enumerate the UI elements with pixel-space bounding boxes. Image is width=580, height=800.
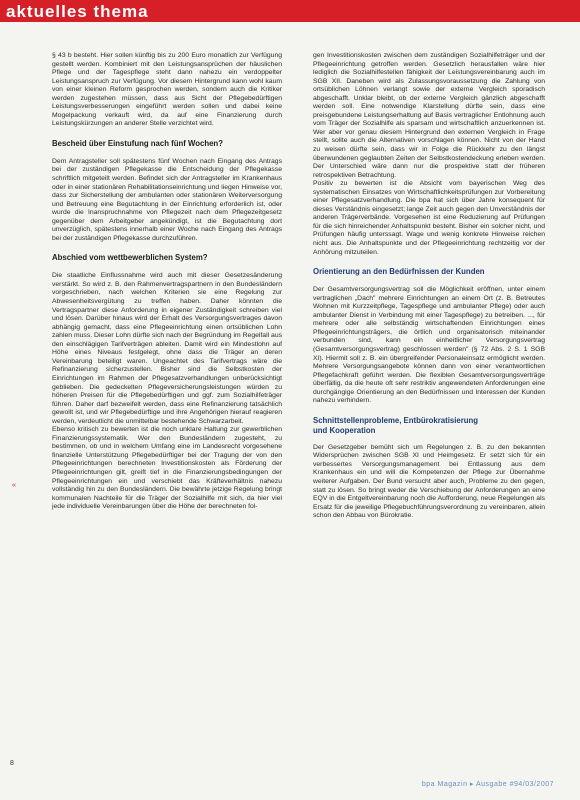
- right-paragraph-4: Der Gesetzgeber bemüht sich um Regelungen z. B. zu den bekannten Widersprüchen zwischen SGB XI und Heimgesetz. Er setzt sich für ein verbessertes Versorgungsmanagement bei Entlassung aus dem Krankenhaus ein und will die Kompetenzen der Pflege zur Übernahme weiterer Aufgaben. Der Bund versucht aber auch, Probleme zu den gegen, statt zu lösen. So bringt weder die Verschiebung der Anforderungen an eine EQV in die Entgeltvereinbarung noch die Aufforderung, neue Regelungen als Ersatz für die jeweilige Pflegebuchführungsverordnung zu vereinbaren, allein schon den Abbau von Bürokratie.: [313, 443, 545, 520]
- margin-mark: «: [12, 482, 16, 489]
- left-paragraph-2: Dem Antragsteller soll spätestens fünf Wochen nach Eingang des Antrags bei der zuständigen Pflegekasse die Entscheidung der Pflegekasse schriftlich mitgeteilt werden. Befindet sich der Antragsteller im Krankenhaus oder in einer stationären Rehabilitationseinrichtung und liegen Hinweise vor, dass zur Sicherstellung der ambulanten oder stationären Weiterversorgung und Betreuung eine Begutachtung in der Einrichtung erforderlich ist, oder wurde die Inanspruchnahme von Pflegezeit nach dem Pflegezeitgesetz gegenüber dem Arbeitgeber angekündigt, ist die Begutachtung dort unverzüglich, spätestens innerhalb einer Woche nach Eingang des Antrags bei der zuständigen Pflegekasse durchzuführen.: [52, 157, 282, 242]
- right-heading-2: [313, 416, 545, 436]
- left-heading-2: Abschied vom wettbewerblichen System?: [52, 253, 208, 263]
- left-paragraph-3: Die staatliche Einflussnahme wird auch mit dieser Gesetzesänderung verstärkt. So wird z. B. den Rahmenvertragspartnern in den Bundesländern vorgeschrieben, nach welchen Kriterien sie eine Regelung zur Abwesenheitsvergütung zu treffen haben. Daher könnten die Vertragspartner diese Anforderung in eigener Zuständigkeit schreiben viel und lösen. Darüber hinaus wird der Erhalt des Versorgungsvertrages davon abhängig gemacht, dass eine Pflegeeinrichtung einen ortsüblichen Lohn zahlen muss. Dieser Lohn dürfte sich nach der Begründung im Regelfall aus den einschlägigen Tarifverträgen ableiten. Damit wird ein Mindestlohn auf Höhe eines Niveaus festgelegt, ohne dass die Träger an deren Vereinbarung beteiligt waren. Ungeachtet des Tarifvertrags wäre die Refinanzierung sicherzustellen. Bisher sind die Selbstkosten der Einrichtungen im Rahmen der Pflegesatzverhandlungen unberücksichtigt geblieben. Die gedeckelten Pflegeversicherungsleistungen würden zu höheren Preisen für die Pflegebedürftigen und ggf. zum Sozialhilfeträger führen. Daher darf bezweifelt werden, dass eine Refinanzierung tatsächlich gewollt ist, und wir Pflegebedürftige und ihre Angehörigen hierauf reagieren werden, verdeutlicht die unmittelbar bestehende Schwarzarbeit.: [52, 272, 282, 425]
- right-paragraph-2: Positiv zu bewerten ist die Absicht vom bayerischen Weg des systematischen Einsatzes von Wirtschaftlichkeitsprüfungen zur Vorbereitung einer Pflegesatzverhandlung. Die bpa hat sich über Jahre konsequent für dieses Verständnis eingesetzt; lange Zeit auch gegen den Unverständnis der anderen Trägerverbände. Vorgesehen ist eine Reduzierung auf Prüfungen für die sich hinreichender Anhaltspunkt besteht. Bisher ein solcher nicht, und Prüfungen häufig unterssagt. Wage und wenig konkrete Hinweise reichen nicht aus. Die Anhaltspunkte und der Pflegeeinrichtung rechtzeitig vor der Anhörung mitzuteilen.: [313, 180, 545, 256]
- header-band: [0, 0, 580, 22]
- right-paragraph-3: Der Gesamtversorgungsvertrag soll die Möglichkeit eröffnen, unter einem vertraglichen „Dach" mehrere Einrichtungen an einem Ort (z. B. Betreutes Wohnen mit Kurzzeitpflege, Tagespflege und ambulanter Pflege) oder auch ambulanter Dienst in Verbindung mit einer Tagespflege) zu betreiben. ..., für mehrere oder alle selbständig wirtschaftenden Einrichtungen eines Pflegeeinrichtungsträgers, die örtlich und organisatorisch miteinander verbunden sind, kann ein einheitlicher Versorgungsvertrag (Gesamtversorgungsvertrag) geschlossen werden" (§ 72 Abs. 2 S. 1 SGB XI). Hiermit soll z. B. ein übergreifender Personaleinsatz ermöglicht werden. Mehrere Versorgungsangebote können dann von einer verantwortlichen Pflegefachkraft geführt werden. Die flexiblen Gesamtversorgungsverträge überfällig, da die heute oft sehr restriktiv angewendeten Anforderungen eine durchgängige Orientierung an den Bedürfnissen und Interessen der Kunden nahezu verhindern.: [313, 286, 545, 405]
- left-paragraph-1: § 43 b besteht. Hier sollen künftig bis zu 200 Euro monatlich zur Verfügung gestellt werden. Kombiniert mit den Leistungsansprüchen der häuslichen Pflege und der Tagespflege steht dann nahezu ein verdoppelter Leistungsanspruch zur Verfügung. Vor diesem Hintergrund kann wohl kaum von einer kleinen Reform gesprochen werden, sondern auch die Kritiker werden zugestehen müssen, dass aus Sicht der Pflegebedürftigen Leistungsverbesserungen eingeführt werden sollen und dabei keine Mogelpackung verkauft wird, da auf eine Finanzierung durch Leistungskürzungen an anderer Stelle verzichtet wird.: [52, 52, 282, 128]
- left-paragraph-4: Ebenso kritisch zu bewerten ist die noch unklare Haltung zur gewerblichen Finanzierungssystematik. Wer den Bundesländern zugesteht, zu bestimmen, ob und in welchem Umfang eine im Landesrecht vorgesehene finanzielle Unterstützung Pflegebedürftiger bei der Tragung der von den Pflegeeinrichtungen berechneten Investitionskosten als Förderung der Pflegeeinrichtungen gilt, greift tief in die Finanzierungsbedingungen der Pflegeeinrichtungen ein und verschiebt das Kräfteverhältnis nahezu vollständig hin zu den Bundesländern. Die bewährte jetzige Regelung bringt kommunalen Nachteile für die Träger der Sozialhilfe mit sich, da hier viel jede individuelle Vereinbarungen über die Höhe der berechneten fol-: [52, 426, 282, 511]
- right-heading-1: Orientierung an den Bedürfnissen der Kunden: [313, 267, 485, 277]
- page-number: 8: [10, 760, 14, 767]
- right-heading-2-line-2: und Kooperation: [313, 425, 376, 435]
- right-heading-2-line-1: Schnittstellenprobleme, Entbürokratisierung: [313, 415, 479, 425]
- section-title: aktuelles thema: [6, 2, 149, 21]
- right-paragraph-1: gen Investitionskosten zwischen dem zuständigen Sozialhilfeträger und der Pflegeeinrichtung getroffen werden. Gesetzlich herausfallen wäre hier lediglich die Sozialhilfestellen fähigkeit der Leistungsvereinbarung auch im SGB XII. Daneben wird als Zulassungsvoraussetzung die Zahlung von ortsüblichen Löhnen verlangt sowie der externe Vergleich sporadisch abgeschafft. Unklar bleibt, ob der externe Vergleich gänzlich abgeschafft werden soll. Eine notwendige Klarstellung dürfte sein, dass eine preisgebundene Leistungserhaltung auf Basis vertraglicher Entlohnung auch vom Träger der Sozialhilfe als sparsam und wirtschaftlich anzuerkennen ist. Wer aber vor genau diesem Hintergrund den externen Vergleich in Frage stellt, sollte auch die Alternativen vorschlagen können. Nicht von der Hand zu weisen dürfte sein, dass wir in Folge die Rückkehr zu den längst überwundenen geglaubten Zeiten der Selbstkostendeckung erleben werden. Der Unterschied wäre dann nur die prospektive statt der früheren retrospektiven Betrachtung.: [313, 52, 545, 179]
- right-column: [313, 52, 545, 521]
- left-heading-1: Bescheid über Einstufung nach fünf Wochen?: [52, 138, 223, 148]
- footer-publication: bpa Magazin ▸ Ausgabe #94/03/2007: [421, 781, 554, 788]
- left-column: [52, 52, 282, 512]
